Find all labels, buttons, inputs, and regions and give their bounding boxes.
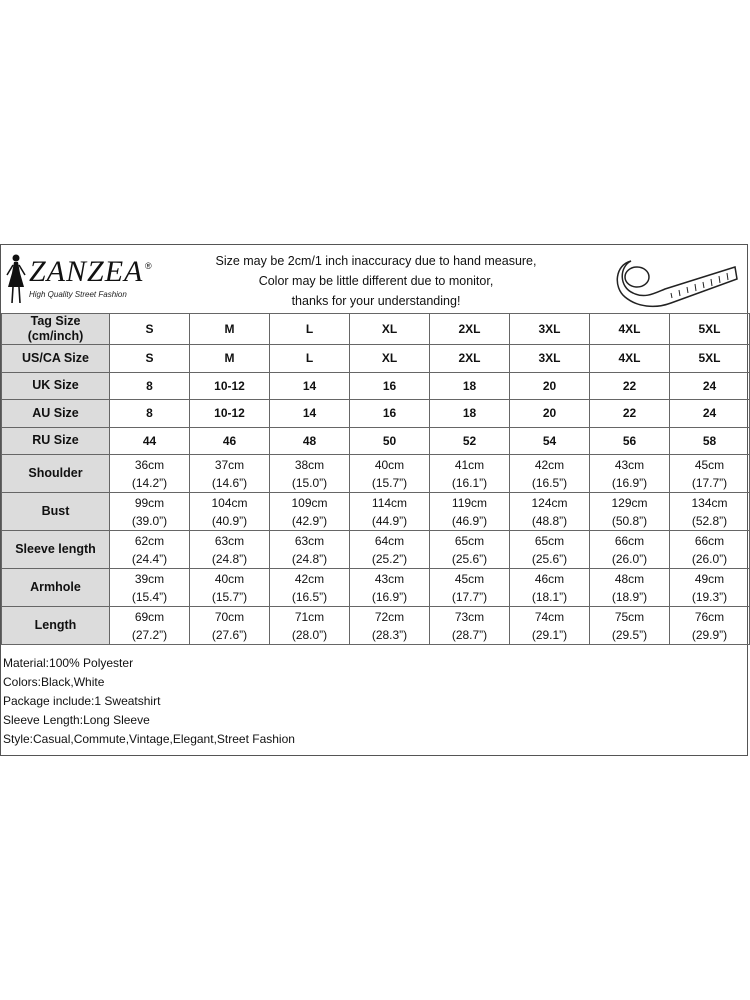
size-cell: 50 xyxy=(350,427,430,455)
measuring-tape-icon xyxy=(611,249,741,309)
measurement-notice xyxy=(171,251,581,311)
registered-mark: ® xyxy=(145,261,152,271)
measurement-inch: (44.9”) xyxy=(371,513,408,528)
size-cell: 24 xyxy=(670,372,750,400)
size-chart-header xyxy=(1,245,749,313)
row-label-line: AU Size xyxy=(32,405,79,420)
measurement-inch: (18.9”) xyxy=(611,589,648,604)
size-cell: L xyxy=(270,314,350,345)
measurement-cell xyxy=(350,569,430,607)
size-cell: 16 xyxy=(350,400,430,428)
measurement-inch: (16.5”) xyxy=(291,589,328,604)
measurement-cm: 40cm xyxy=(374,457,405,472)
measurement-cm: 46cm xyxy=(534,571,565,586)
row-label-line: Tag Size xyxy=(30,314,81,328)
measurement-cm: 66cm xyxy=(694,533,725,548)
measurement-cell xyxy=(670,569,750,607)
measurement-inch: (16.9”) xyxy=(371,589,408,604)
measurement-cell xyxy=(190,607,270,645)
fashion-figure-icon xyxy=(5,253,27,305)
notice-line: Color may be little different due to monitor, xyxy=(258,274,494,288)
measurement-row xyxy=(2,531,750,569)
size-cell: 4XL xyxy=(590,314,670,345)
row-label xyxy=(2,314,110,345)
measurement-cm: 43cm xyxy=(614,457,645,472)
measurement-inch: (14.6”) xyxy=(211,475,248,490)
measurement-cell xyxy=(350,455,430,493)
brand-tagline: High Quality Street Fashion xyxy=(29,290,127,299)
measurement-inch: (14.2”) xyxy=(131,475,168,490)
measurement-cell xyxy=(590,531,670,569)
size-cell: 48 xyxy=(270,427,350,455)
measurement-inch: (25.2”) xyxy=(371,551,408,566)
measurement-inch: (19.3”) xyxy=(691,589,728,604)
measurement-inch: (46.9”) xyxy=(451,513,488,528)
measurement-cm: 76cm xyxy=(694,609,725,624)
size-cell: 10-12 xyxy=(190,400,270,428)
row-label xyxy=(2,345,110,373)
measurement-inch: (26.0”) xyxy=(611,551,648,566)
row-label: Sleeve length xyxy=(2,531,110,569)
size-cell: 46 xyxy=(190,427,270,455)
measurement-cell xyxy=(670,531,750,569)
measurement-inch: (39.0”) xyxy=(131,513,168,528)
size-row xyxy=(2,345,750,373)
row-label xyxy=(2,427,110,455)
measurement-cell xyxy=(430,493,510,531)
row-label: Bust xyxy=(2,493,110,531)
size-cell: 5XL xyxy=(670,345,750,373)
detail-colors: Colors:Black,White xyxy=(3,675,105,689)
row-label xyxy=(2,400,110,428)
measurement-inch: (29.9”) xyxy=(691,627,728,642)
size-chart-sheet xyxy=(0,244,748,756)
row-label: Shoulder xyxy=(2,455,110,493)
measurement-row xyxy=(2,493,750,531)
measurement-cm: 63cm xyxy=(294,533,325,548)
row-label xyxy=(2,372,110,400)
measurement-cm: 129cm xyxy=(611,495,648,510)
measurement-inch: (24.8”) xyxy=(211,551,248,566)
size-cell: 22 xyxy=(590,372,670,400)
measurement-inch: (24.4”) xyxy=(131,551,168,566)
measurement-cell xyxy=(190,569,270,607)
measurement-cm: 38cm xyxy=(294,457,325,472)
measurement-cm: 65cm xyxy=(534,533,565,548)
row-label-line: RU Size xyxy=(32,433,79,448)
measurement-inch: (28.0”) xyxy=(291,627,328,642)
measurement-inch: (15.7”) xyxy=(211,589,248,604)
measurement-cm: 124cm xyxy=(531,495,568,510)
measurement-row xyxy=(2,569,750,607)
measurement-cm: 109cm xyxy=(291,495,328,510)
size-cell: 16 xyxy=(350,372,430,400)
size-cell: 44 xyxy=(110,427,190,455)
measurement-cm: 45cm xyxy=(454,571,485,586)
size-cell: 5XL xyxy=(670,314,750,345)
measurement-cell xyxy=(190,531,270,569)
detail-package: Package include:1 Sweatshirt xyxy=(3,694,161,708)
measurement-inch: (48.8”) xyxy=(531,513,568,528)
measurement-inch: (15.7”) xyxy=(371,475,408,490)
size-cell: 4XL xyxy=(590,345,670,373)
measurement-inch: (28.7”) xyxy=(451,627,488,642)
row-label: Armhole xyxy=(2,569,110,607)
size-cell: M xyxy=(190,345,270,373)
size-row xyxy=(2,400,750,428)
product-details xyxy=(3,654,295,749)
measurement-inch: (17.7”) xyxy=(691,475,728,490)
measurement-cm: 40cm xyxy=(214,571,245,586)
measurement-inch: (17.7”) xyxy=(451,589,488,604)
measurement-cell xyxy=(110,569,190,607)
size-cell: 24 xyxy=(670,400,750,428)
size-cell: XL xyxy=(350,345,430,373)
measurement-inch: (15.4”) xyxy=(131,589,168,604)
measurement-inch: (40.9”) xyxy=(211,513,248,528)
measurement-inch: (27.2”) xyxy=(131,627,168,642)
brand-logo xyxy=(5,251,155,309)
measurement-cm: 39cm xyxy=(134,571,165,586)
size-cell: XL xyxy=(350,314,430,345)
row-label-line: (cm/inch) xyxy=(27,329,84,343)
detail-style: Style:Casual,Commute,Vintage,Elegant,Street Fashion xyxy=(3,732,295,746)
measurement-cm: 42cm xyxy=(294,571,325,586)
size-cell: 20 xyxy=(510,372,590,400)
size-cell: 58 xyxy=(670,427,750,455)
measurement-cm: 63cm xyxy=(214,533,245,548)
size-cell: 20 xyxy=(510,400,590,428)
size-cell: 56 xyxy=(590,427,670,455)
measurement-inch: (28.3”) xyxy=(371,627,408,642)
measurement-inch: (24.8”) xyxy=(291,551,328,566)
measurement-inch: (15.0”) xyxy=(291,475,328,490)
size-cell: 22 xyxy=(590,400,670,428)
measurement-cell xyxy=(190,493,270,531)
measurement-cell xyxy=(670,607,750,645)
size-cell: 18 xyxy=(430,400,510,428)
measurement-cell xyxy=(350,493,430,531)
measurement-cm: 37cm xyxy=(214,457,245,472)
measurement-cell xyxy=(190,455,270,493)
size-row xyxy=(2,372,750,400)
row-label-line: US/CA Size xyxy=(22,350,89,365)
measurement-cell xyxy=(590,493,670,531)
measurement-cm: 66cm xyxy=(614,533,645,548)
measurement-cell xyxy=(270,607,350,645)
measurement-cell xyxy=(110,455,190,493)
size-cell: 14 xyxy=(270,372,350,400)
measurement-cm: 36cm xyxy=(134,457,165,472)
measurement-cm: 119cm xyxy=(451,495,488,510)
measurement-cm: 43cm xyxy=(374,571,405,586)
measurement-cell xyxy=(430,607,510,645)
measurement-cell xyxy=(590,455,670,493)
size-cell: L xyxy=(270,345,350,373)
measurement-cm: 65cm xyxy=(454,533,485,548)
size-cell: 14 xyxy=(270,400,350,428)
detail-material: Material:100% Polyester xyxy=(3,656,134,670)
measurement-cell xyxy=(510,607,590,645)
measurement-cell xyxy=(350,531,430,569)
measurement-inch: (26.0”) xyxy=(691,551,728,566)
measurement-inch: (18.1”) xyxy=(531,589,568,604)
measurement-cm: 69cm xyxy=(134,609,165,624)
measurement-inch: (29.1”) xyxy=(531,627,568,642)
measurement-inch: (29.5”) xyxy=(611,627,648,642)
size-cell: 3XL xyxy=(510,345,590,373)
measurement-cm: 104cm xyxy=(211,495,248,510)
measurement-inch: (16.9”) xyxy=(611,475,648,490)
measurement-row xyxy=(2,455,750,493)
size-cell: 3XL xyxy=(510,314,590,345)
measurement-cm: 72cm xyxy=(374,609,405,624)
measurement-cell xyxy=(510,531,590,569)
measurement-inch: (52.8”) xyxy=(691,513,728,528)
measurement-cell xyxy=(110,531,190,569)
measurement-cell xyxy=(350,607,430,645)
measurement-cm: 64cm xyxy=(374,533,405,548)
measurement-cm: 134cm xyxy=(691,495,728,510)
measurement-cm: 73cm xyxy=(454,609,485,624)
measurement-inch: (25.6”) xyxy=(531,551,568,566)
measurement-cell xyxy=(430,569,510,607)
size-cell: 18 xyxy=(430,372,510,400)
measurement-inch: (16.1”) xyxy=(451,475,488,490)
measurement-cell xyxy=(270,531,350,569)
measurement-cm: 71cm xyxy=(294,609,325,624)
measurement-cell xyxy=(270,455,350,493)
measurement-cm: 49cm xyxy=(694,571,725,586)
measurement-cell xyxy=(510,455,590,493)
row-label-line: UK Size xyxy=(32,378,79,393)
measurement-cell xyxy=(510,569,590,607)
measurement-cm: 48cm xyxy=(614,571,645,586)
measurement-cell xyxy=(110,493,190,531)
size-cell: 2XL xyxy=(430,345,510,373)
measurement-cm: 74cm xyxy=(534,609,565,624)
notice-line: Size may be 2cm/1 inch inaccuracy due to hand measure, xyxy=(215,254,537,268)
size-cell: 8 xyxy=(110,400,190,428)
measurement-inch: (27.6”) xyxy=(211,627,248,642)
measurement-cell xyxy=(510,493,590,531)
measurement-inch: (16.5”) xyxy=(531,475,568,490)
notice-line: thanks for your understanding! xyxy=(291,294,461,308)
measurement-cm: 70cm xyxy=(214,609,245,624)
size-cell: 8 xyxy=(110,372,190,400)
measurement-cm: 114cm xyxy=(371,495,408,510)
size-cell: 54 xyxy=(510,427,590,455)
measurement-cell xyxy=(110,607,190,645)
measurement-cell xyxy=(590,569,670,607)
measurement-cm: 62cm xyxy=(134,533,165,548)
size-cell: S xyxy=(110,314,190,345)
size-cell: 2XL xyxy=(430,314,510,345)
brand-name: ZANZEA xyxy=(29,255,144,288)
measurement-cell xyxy=(670,455,750,493)
measurement-row xyxy=(2,607,750,645)
detail-sleeve-length: Sleeve Length:Long Sleeve xyxy=(3,713,150,727)
size-cell: 10-12 xyxy=(190,372,270,400)
measurement-inch: (42.9”) xyxy=(291,513,328,528)
measurement-inch: (50.8”) xyxy=(611,513,648,528)
measurement-cell xyxy=(270,569,350,607)
row-label: Length xyxy=(2,607,110,645)
measurement-inch: (25.6”) xyxy=(451,551,488,566)
size-row xyxy=(2,314,750,345)
measurement-cell xyxy=(430,531,510,569)
measurement-cm: 45cm xyxy=(694,457,725,472)
size-table xyxy=(1,313,750,645)
measurement-cell xyxy=(590,607,670,645)
measurement-cell xyxy=(270,493,350,531)
measurement-cell xyxy=(670,493,750,531)
size-cell: 52 xyxy=(430,427,510,455)
measurement-cell xyxy=(430,455,510,493)
measurement-cm: 75cm xyxy=(614,609,645,624)
size-cell: S xyxy=(110,345,190,373)
measurement-cm: 42cm xyxy=(534,457,565,472)
size-row xyxy=(2,427,750,455)
size-cell: M xyxy=(190,314,270,345)
measurement-cm: 99cm xyxy=(134,495,165,510)
measurement-cm: 41cm xyxy=(454,457,485,472)
